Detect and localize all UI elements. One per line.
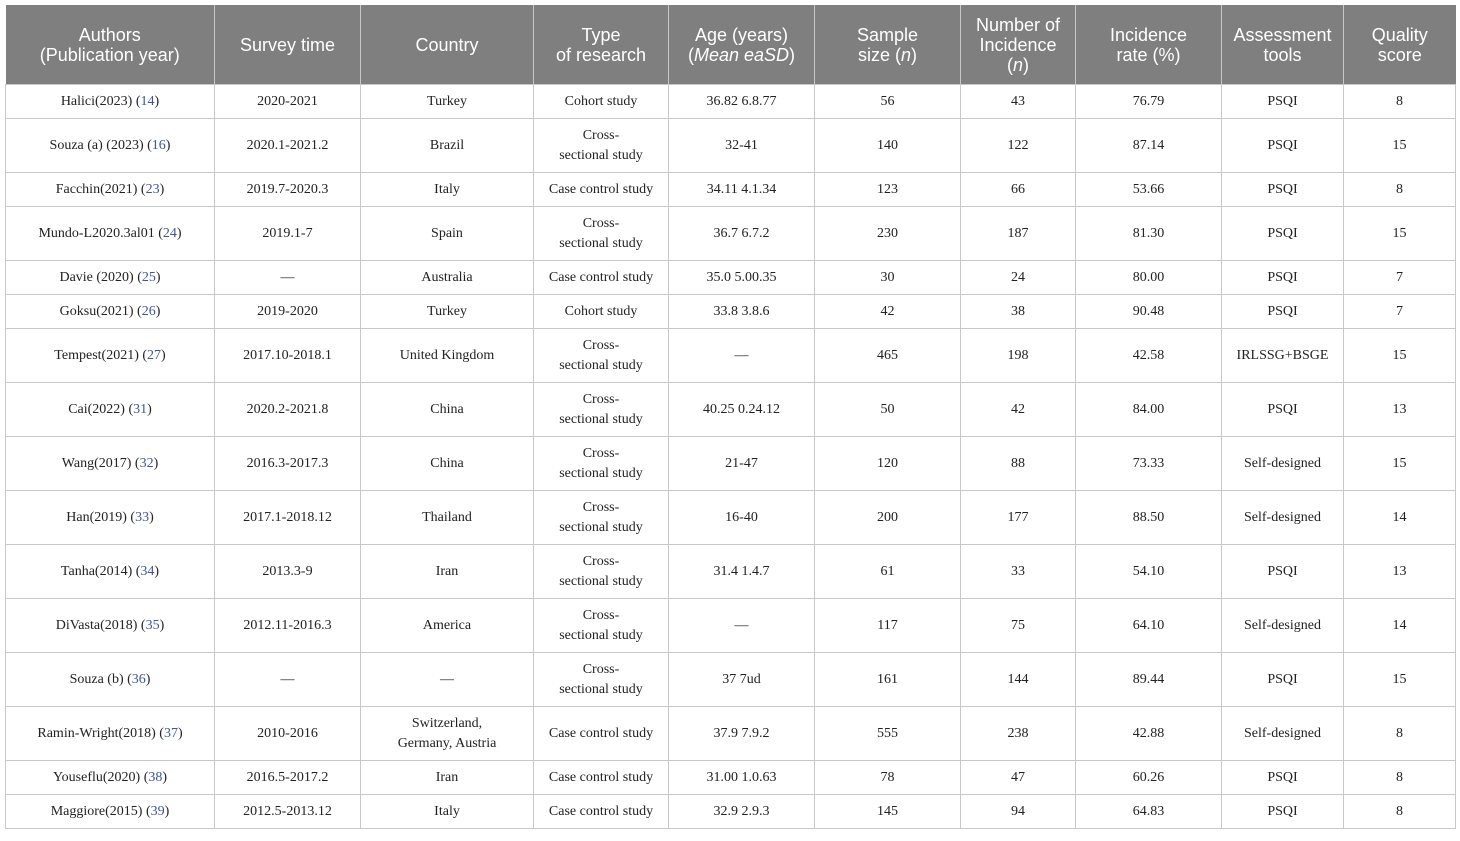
- header-authors[interactable]: Authors (Publication year): [6, 5, 215, 85]
- cell-assessment-tool: PSQI: [1222, 261, 1344, 295]
- cell-author: Facchin(2021) (23): [6, 173, 215, 207]
- cell-incidence-count: 198: [961, 329, 1076, 383]
- cell-survey-time: 2019.1-7: [215, 207, 361, 261]
- table-row: [6, 545, 1456, 599]
- cell-assessment-tool: PSQI: [1222, 119, 1344, 173]
- table-row: [6, 85, 1456, 119]
- cell-age: —: [669, 329, 815, 383]
- type-line: sectional study: [559, 681, 643, 697]
- type-line: Cross-: [582, 661, 620, 677]
- header-type[interactable]: Type of research: [534, 5, 669, 85]
- reference-link[interactable]: 33: [135, 509, 150, 525]
- cell-country: [361, 261, 534, 295]
- cell-incidence-count: 66: [961, 173, 1076, 207]
- cell-type: [534, 599, 669, 653]
- cell-quality-score: 13: [1344, 545, 1456, 599]
- country-line: —: [440, 671, 454, 687]
- header-number-of-incidence[interactable]: Number of Incidence (n): [961, 5, 1076, 85]
- country-line: Germany, Austria: [397, 735, 497, 751]
- cell-country: [361, 795, 534, 829]
- cell-assessment-tool: PSQI: [1222, 795, 1344, 829]
- cell-incidence-count: 38: [961, 295, 1076, 329]
- cell-incidence-count: 88: [961, 437, 1076, 491]
- cell-survey-time: 2019-2020: [215, 295, 361, 329]
- type-line: Cohort study: [564, 303, 638, 319]
- cell-age: 35.0 5.00.35: [669, 261, 815, 295]
- studies-table-container: [5, 5, 1455, 829]
- cell-type: [534, 207, 669, 261]
- cell-quality-score: 15: [1344, 207, 1456, 261]
- cell-country: [361, 491, 534, 545]
- cell-quality-score: 14: [1344, 599, 1456, 653]
- cell-author: Cai(2022) (31): [6, 383, 215, 437]
- type-line: Cross-: [582, 391, 620, 407]
- cell-sample-size: 42: [815, 295, 961, 329]
- reference-link[interactable]: 14: [140, 93, 155, 109]
- cell-type: [534, 653, 669, 707]
- country-line: Turkey: [427, 93, 467, 109]
- cell-type: [534, 261, 669, 295]
- type-line: Cohort study: [564, 93, 638, 109]
- cell-assessment-tool: Self-designed: [1222, 491, 1344, 545]
- cell-author: Tanha(2014) (34): [6, 545, 215, 599]
- type-line: Cross-: [582, 499, 620, 515]
- table-row: [6, 383, 1456, 437]
- country-line: China: [430, 401, 464, 417]
- type-line: sectional study: [559, 411, 643, 427]
- cell-author: Wang(2017) (32): [6, 437, 215, 491]
- cell-type: [534, 329, 669, 383]
- type-line: Case control study: [548, 725, 654, 741]
- type-line: sectional study: [559, 357, 643, 373]
- type-line: Case control study: [548, 269, 654, 285]
- cell-incidence-count: 42: [961, 383, 1076, 437]
- cell-quality-score: 8: [1344, 173, 1456, 207]
- cell-type: [534, 383, 669, 437]
- cell-country: [361, 295, 534, 329]
- type-line: Case control study: [548, 181, 654, 197]
- header-assessment-tools[interactable]: Assessment tools: [1222, 5, 1344, 85]
- cell-author: Davie (2020) (25): [6, 261, 215, 295]
- country-line: Thailand: [422, 509, 472, 525]
- type-line: Cross-: [582, 127, 620, 143]
- cell-survey-time: 2017.1-2018.12: [215, 491, 361, 545]
- cell-age: 16-40: [669, 491, 815, 545]
- cell-country: [361, 207, 534, 261]
- type-line: sectional study: [559, 519, 643, 535]
- type-line: Case control study: [548, 803, 654, 819]
- cell-country: [361, 85, 534, 119]
- cell-country: [361, 599, 534, 653]
- cell-age: 36.7 6.7.2: [669, 207, 815, 261]
- reference-link[interactable]: 34: [140, 563, 155, 579]
- cell-quality-score: 8: [1344, 761, 1456, 795]
- cell-age: 32-41: [669, 119, 815, 173]
- cell-sample-size: 140: [815, 119, 961, 173]
- cell-age: 37 7ud: [669, 653, 815, 707]
- cell-age: 31.4 1.4.7: [669, 545, 815, 599]
- cell-author: Han(2019) (33): [6, 491, 215, 545]
- table-row: [6, 329, 1456, 383]
- cell-sample-size: 61: [815, 545, 961, 599]
- table-row: [6, 437, 1456, 491]
- header-row: [6, 5, 1456, 85]
- table-row: [6, 295, 1456, 329]
- cell-age: 37.9 7.9.2: [669, 707, 815, 761]
- header-age[interactable]: Age (years) (Mean eaSD): [669, 5, 815, 85]
- cell-incidence-rate: 80.00: [1076, 261, 1222, 295]
- country-line: Italy: [434, 803, 460, 819]
- cell-assessment-tool: PSQI: [1222, 295, 1344, 329]
- type-line: Cross-: [582, 553, 620, 569]
- reference-link[interactable]: 24: [162, 225, 177, 241]
- cell-incidence-count: 187: [961, 207, 1076, 261]
- cell-age: 40.25 0.24.12: [669, 383, 815, 437]
- cell-age: 32.9 2.9.3: [669, 795, 815, 829]
- type-line: Case control study: [548, 769, 654, 785]
- table-row: [6, 761, 1456, 795]
- cell-country: [361, 173, 534, 207]
- cell-quality-score: 7: [1344, 295, 1456, 329]
- cell-survey-time: 2010-2016: [215, 707, 361, 761]
- cell-incidence-count: 122: [961, 119, 1076, 173]
- cell-quality-score: 15: [1344, 653, 1456, 707]
- cell-assessment-tool: Self-designed: [1222, 437, 1344, 491]
- country-line: Australia: [421, 269, 473, 285]
- type-line: Cross-: [582, 445, 620, 461]
- cell-age: 36.82 6.8.77: [669, 85, 815, 119]
- cell-country: [361, 545, 534, 599]
- cell-assessment-tool: PSQI: [1222, 761, 1344, 795]
- country-line: United Kingdom: [399, 347, 495, 363]
- cell-country: [361, 329, 534, 383]
- cell-type: [534, 437, 669, 491]
- cell-incidence-count: 24: [961, 261, 1076, 295]
- cell-assessment-tool: PSQI: [1222, 383, 1344, 437]
- cell-assessment-tool: IRLSSG+BSGE: [1222, 329, 1344, 383]
- cell-author: Tempest(2021) (27): [6, 329, 215, 383]
- cell-incidence-rate: 90.48: [1076, 295, 1222, 329]
- cell-sample-size: 161: [815, 653, 961, 707]
- cell-incidence-count: 177: [961, 491, 1076, 545]
- cell-survey-time: 2012.11-2016.3: [215, 599, 361, 653]
- table-row: [6, 119, 1456, 173]
- cell-incidence-count: 75: [961, 599, 1076, 653]
- cell-sample-size: 145: [815, 795, 961, 829]
- cell-country: [361, 707, 534, 761]
- cell-author: Maggiore(2015) (39): [6, 795, 215, 829]
- type-line: sectional study: [559, 235, 643, 251]
- cell-sample-size: 117: [815, 599, 961, 653]
- table-row: [6, 795, 1456, 829]
- table-row: [6, 599, 1456, 653]
- reference-link[interactable]: 31: [133, 401, 148, 417]
- country-line: Iran: [435, 769, 459, 785]
- cell-survey-time: 2019.7-2020.3: [215, 173, 361, 207]
- cell-incidence-rate: 53.66: [1076, 173, 1222, 207]
- cell-survey-time: 2013.3-9: [215, 545, 361, 599]
- cell-assessment-tool: Self-designed: [1222, 599, 1344, 653]
- cell-incidence-rate: 87.14: [1076, 119, 1222, 173]
- table-row: [6, 707, 1456, 761]
- cell-incidence-rate: 64.10: [1076, 599, 1222, 653]
- cell-type: [534, 119, 669, 173]
- cell-type: [534, 173, 669, 207]
- cell-author: Goksu(2021) (26): [6, 295, 215, 329]
- table-row: [6, 261, 1456, 295]
- cell-author: Halici(2023) (14): [6, 85, 215, 119]
- cell-country: [361, 119, 534, 173]
- cell-country: [361, 383, 534, 437]
- cell-assessment-tool: PSQI: [1222, 173, 1344, 207]
- cell-sample-size: 78: [815, 761, 961, 795]
- cell-survey-time: 2012.5-2013.12: [215, 795, 361, 829]
- cell-sample-size: 50: [815, 383, 961, 437]
- cell-age: 33.8 3.8.6: [669, 295, 815, 329]
- cell-country: [361, 437, 534, 491]
- cell-type: [534, 761, 669, 795]
- type-line: Cross-: [582, 337, 620, 353]
- cell-incidence-rate: 76.79: [1076, 85, 1222, 119]
- type-line: Cross-: [582, 215, 620, 231]
- cell-incidence-rate: 42.88: [1076, 707, 1222, 761]
- country-line: Iran: [435, 563, 459, 579]
- country-line: Turkey: [427, 303, 467, 319]
- type-line: sectional study: [559, 627, 643, 643]
- cell-age: —: [669, 599, 815, 653]
- cell-sample-size: 30: [815, 261, 961, 295]
- reference-link[interactable]: 39: [150, 803, 165, 819]
- cell-country: [361, 653, 534, 707]
- cell-incidence-count: 43: [961, 85, 1076, 119]
- cell-incidence-count: 33: [961, 545, 1076, 599]
- cell-quality-score: 13: [1344, 383, 1456, 437]
- cell-incidence-rate: 88.50: [1076, 491, 1222, 545]
- cell-survey-time: 2020.1-2021.2: [215, 119, 361, 173]
- type-line: sectional study: [559, 465, 643, 481]
- cell-type: [534, 545, 669, 599]
- cell-type: [534, 85, 669, 119]
- country-line: Spain: [431, 225, 463, 241]
- reference-link[interactable]: 23: [145, 181, 160, 197]
- cell-quality-score: 7: [1344, 261, 1456, 295]
- cell-quality-score: 8: [1344, 795, 1456, 829]
- table-row: [6, 653, 1456, 707]
- country-line: Italy: [434, 181, 460, 197]
- cell-sample-size: 230: [815, 207, 961, 261]
- cell-sample-size: 200: [815, 491, 961, 545]
- type-line: Cross-: [582, 607, 620, 623]
- cell-sample-size: 120: [815, 437, 961, 491]
- cell-type: [534, 707, 669, 761]
- cell-quality-score: 15: [1344, 329, 1456, 383]
- cell-survey-time: 2020.2-2021.8: [215, 383, 361, 437]
- cell-survey-time: —: [215, 261, 361, 295]
- cell-assessment-tool: PSQI: [1222, 653, 1344, 707]
- cell-incidence-rate: 73.33: [1076, 437, 1222, 491]
- cell-age: 34.11 4.1.34: [669, 173, 815, 207]
- header-survey-time[interactable]: Survey time: [215, 5, 361, 85]
- cell-author: DiVasta(2018) (35): [6, 599, 215, 653]
- table-body: [6, 85, 1456, 829]
- cell-incidence-rate: 64.83: [1076, 795, 1222, 829]
- cell-incidence-count: 94: [961, 795, 1076, 829]
- table-row: [6, 207, 1456, 261]
- cell-assessment-tool: Self-designed: [1222, 707, 1344, 761]
- cell-type: [534, 795, 669, 829]
- reference-link[interactable]: 26: [141, 303, 156, 319]
- cell-survey-time: 2016.3-2017.3: [215, 437, 361, 491]
- type-line: sectional study: [559, 573, 643, 589]
- reference-link[interactable]: 38: [148, 769, 163, 785]
- table-row: [6, 491, 1456, 545]
- cell-country: [361, 761, 534, 795]
- cell-quality-score: 15: [1344, 119, 1456, 173]
- cell-author: Souza (b) (36): [6, 653, 215, 707]
- cell-incidence-rate: 89.44: [1076, 653, 1222, 707]
- cell-quality-score: 8: [1344, 707, 1456, 761]
- cell-author: Mundo-L2020.3al01 (24): [6, 207, 215, 261]
- cell-incidence-count: 144: [961, 653, 1076, 707]
- header-sample-size[interactable]: Sample size (n): [815, 5, 961, 85]
- cell-sample-size: 56: [815, 85, 961, 119]
- header-quality-score[interactable]: Quality score: [1344, 5, 1456, 85]
- country-line: America: [422, 617, 472, 633]
- reference-link[interactable]: 27: [147, 347, 162, 363]
- table-row: [6, 173, 1456, 207]
- type-line: sectional study: [559, 147, 643, 163]
- cell-assessment-tool: PSQI: [1222, 545, 1344, 599]
- reference-link[interactable]: 32: [139, 455, 154, 471]
- cell-age: 21-47: [669, 437, 815, 491]
- cell-survey-time: 2017.10-2018.1: [215, 329, 361, 383]
- cell-sample-size: 465: [815, 329, 961, 383]
- cell-age: 31.00 1.0.63: [669, 761, 815, 795]
- reference-link[interactable]: 16: [151, 137, 166, 153]
- header-country[interactable]: Country: [361, 5, 534, 85]
- cell-quality-score: 14: [1344, 491, 1456, 545]
- cell-quality-score: 8: [1344, 85, 1456, 119]
- reference-link[interactable]: 25: [141, 269, 156, 285]
- header-incidence-rate[interactable]: Incidence rate (%): [1076, 5, 1222, 85]
- country-line: Switzerland,: [411, 715, 483, 731]
- reference-link[interactable]: 37: [163, 725, 178, 741]
- cell-incidence-rate: 60.26: [1076, 761, 1222, 795]
- cell-sample-size: 123: [815, 173, 961, 207]
- studies-table: [5, 5, 1456, 829]
- cell-assessment-tool: PSQI: [1222, 207, 1344, 261]
- cell-incidence-rate: 81.30: [1076, 207, 1222, 261]
- cell-incidence-rate: 42.58: [1076, 329, 1222, 383]
- cell-quality-score: 15: [1344, 437, 1456, 491]
- cell-incidence-rate: 84.00: [1076, 383, 1222, 437]
- cell-assessment-tool: PSQI: [1222, 85, 1344, 119]
- cell-survey-time: 2016.5-2017.2: [215, 761, 361, 795]
- country-line: China: [430, 455, 464, 471]
- cell-survey-time: —: [215, 653, 361, 707]
- cell-type: [534, 491, 669, 545]
- cell-author: Ramin-Wright(2018) (37): [6, 707, 215, 761]
- country-line: Brazil: [429, 137, 465, 153]
- cell-author: Souza (a) (2023) (16): [6, 119, 215, 173]
- cell-incidence-count: 47: [961, 761, 1076, 795]
- cell-author: Youseflu(2020) (38): [6, 761, 215, 795]
- reference-link[interactable]: 35: [145, 617, 160, 633]
- cell-survey-time: 2020-2021: [215, 85, 361, 119]
- cell-type: [534, 295, 669, 329]
- cell-sample-size: 555: [815, 707, 961, 761]
- cell-incidence-count: 238: [961, 707, 1076, 761]
- cell-incidence-rate: 54.10: [1076, 545, 1222, 599]
- reference-link[interactable]: 36: [131, 671, 146, 687]
